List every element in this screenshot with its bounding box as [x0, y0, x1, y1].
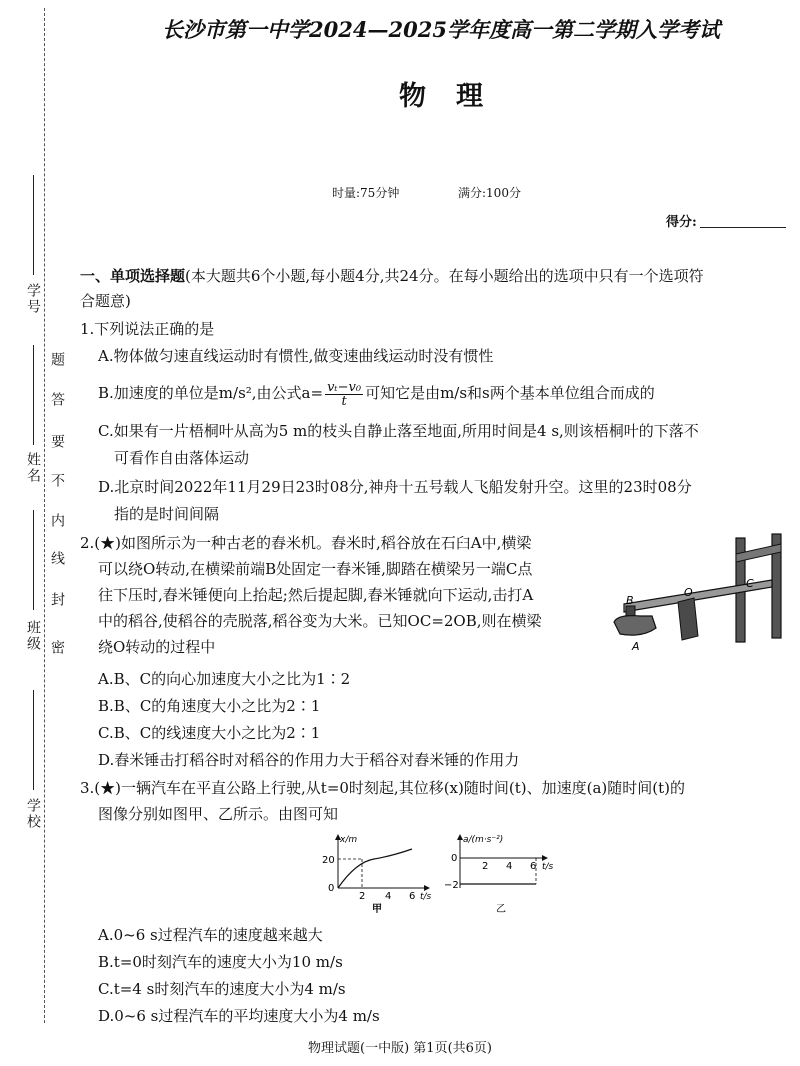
page-footer: 物理试题(一中版) 第1页(共6页)	[308, 1041, 492, 1056]
section-description: (本大题共6个小题,每小题4分,共24分。在每小题给出的选项中只有一个选项符	[185, 267, 704, 285]
acceleration-formula	[325, 381, 363, 408]
jia-caption: 甲	[372, 904, 382, 915]
school-line	[33, 690, 34, 790]
seal-char: 线	[49, 551, 65, 565]
student-id-label: 学号	[25, 283, 41, 315]
graph-yi-acceleration-time	[444, 832, 564, 916]
name-line	[33, 345, 34, 445]
pivot-support	[678, 598, 698, 640]
q2-option-d: D.舂米锤击打稻谷时对稻谷的作用力大于稻谷对舂米锤的作用力	[98, 751, 520, 769]
class-label: 班级	[25, 620, 41, 652]
q1-stem: 1.下列说法正确的是	[80, 320, 215, 338]
yi-tick-x2: 2	[482, 861, 489, 872]
q2-stem-line5: 绕O转动的过程中	[98, 638, 216, 656]
q1-option-c: C.如果有一片梧桐叶从高为5 m的枝头自静止落至地面,所用时间是4 s,则该梧桐叶的下落不	[98, 422, 699, 440]
class-line	[33, 510, 34, 610]
label-a: A	[632, 640, 640, 653]
jia-y-label: x/m	[340, 835, 358, 845]
q1-option-d: D.北京时间2022年11月29日23时08分,神舟十五号载人飞船发射升空。这里的23时08分	[98, 478, 692, 496]
formula-numerator: vₜ−v₀	[327, 379, 362, 395]
q1-option-c-cont: 可看作自由落体运动	[114, 449, 250, 467]
rice-pounder-figure	[612, 532, 790, 656]
label-b: B	[626, 594, 634, 607]
q3-option-a: A.0~6 s过程汽车的速度越来越大	[98, 926, 323, 944]
yi-tick-ym2: −2	[444, 880, 459, 891]
seal-char: 内	[49, 513, 65, 527]
school-label: 学校	[25, 798, 41, 830]
jia-tick-x4: 4	[385, 891, 392, 902]
yi-tick-x4: 4	[506, 861, 513, 872]
label-o: O	[684, 586, 693, 599]
seal-char: 不	[49, 473, 65, 487]
q3-stem-line1: 3.(★)一辆汽车在平直公路上行驶,从t=0时刻起,其位移(x)随时间(t)、加速度(a)随时间(t)的	[80, 779, 685, 797]
q2-stem-line3: 往下压时,舂米锤便向上抬起;然后提起脚,舂米锤就向下运动,击打A	[98, 586, 534, 604]
label-c: C	[746, 577, 754, 590]
seal-char: 题	[49, 352, 65, 366]
q1-option-d-cont: 指的是时间间隔	[114, 505, 220, 523]
seal-char: 密	[49, 640, 65, 654]
seal-char: 封	[49, 592, 65, 606]
name-label: 姓名	[25, 452, 41, 484]
seal-char: 答	[49, 392, 65, 406]
q1-option-b-suffix: 可知它是由m/s和s两个基本单位组合而成的	[365, 384, 655, 402]
q2-stem-line4: 中的稻谷,使稻谷的壳脱落,稻谷变为大米。已知OC=2OB,则在横梁	[98, 612, 542, 630]
binding-dashed-line	[44, 8, 45, 1023]
q2-option-b: B.B、C的角速度大小之比为2∶1	[98, 697, 321, 715]
q1-option-b	[98, 376, 655, 410]
graph-jia-displacement-time	[316, 832, 440, 916]
q2-stem-line2: 可以绕O转动,在横梁前端B处固定一舂米锤,脚踏在横梁另一端C点	[98, 560, 533, 578]
yi-caption: 乙	[496, 904, 506, 915]
subject-title: 物理	[399, 81, 513, 112]
yi-x-label: t/s	[542, 862, 554, 872]
exam-duration: 时量:75分钟	[332, 186, 400, 200]
jia-origin: 0	[328, 883, 335, 894]
section-heading	[80, 266, 704, 286]
section-title: 一、单项选择题	[80, 267, 186, 285]
section-description-cont: 合题意)	[80, 292, 131, 310]
jia-tick-x6: 6	[409, 891, 416, 902]
exam-full-score: 满分:100分	[458, 186, 521, 200]
score-label: 得分:	[666, 215, 697, 230]
jia-x-arrow	[424, 885, 430, 891]
score-blank	[700, 227, 786, 228]
formula-denominator: t	[341, 393, 347, 409]
jia-tick-y20: 20	[322, 855, 335, 866]
yi-tick-x6: 6	[530, 861, 537, 872]
yi-y-label: a/(m·s⁻²)	[463, 835, 504, 845]
exam-title: 长沙市第一中学2024—2025学年度高一第二学期入学考试	[162, 17, 720, 42]
jia-curve	[338, 849, 412, 888]
q2-stem-line1: 2.(★)如图所示为一种古老的舂米机。舂米时,稻谷放在石臼A中,横梁	[80, 534, 532, 552]
seal-char: 要	[49, 434, 65, 448]
q3-option-d: D.0~6 s过程汽车的平均速度大小为4 m/s	[98, 1007, 380, 1025]
yi-x-arrow	[542, 855, 548, 861]
q1-option-b-prefix: B.加速度的单位是m/s²,由公式a=	[98, 384, 324, 402]
student-id-line	[33, 175, 34, 275]
q3-stem-line2: 图像分别如图甲、乙所示。由图可知	[98, 805, 339, 823]
yi-origin: 0	[451, 853, 458, 864]
q1-option-a: A.物体做匀速直线运动时有惯性,做变速曲线运动时没有惯性	[98, 347, 494, 365]
stone-mortar	[614, 616, 656, 636]
q3-option-c: C.t=4 s时刻汽车的速度大小为4 m/s	[98, 980, 346, 998]
q2-option-c: C.B、C的线速度大小之比为2∶1	[98, 724, 321, 742]
jia-x-label: t/s	[420, 892, 432, 902]
q3-option-b: B.t=0时刻汽车的速度大小为10 m/s	[98, 953, 343, 971]
jia-tick-x2: 2	[359, 891, 366, 902]
q2-option-a: A.B、C的向心加速度大小之比为1∶2	[98, 670, 351, 688]
